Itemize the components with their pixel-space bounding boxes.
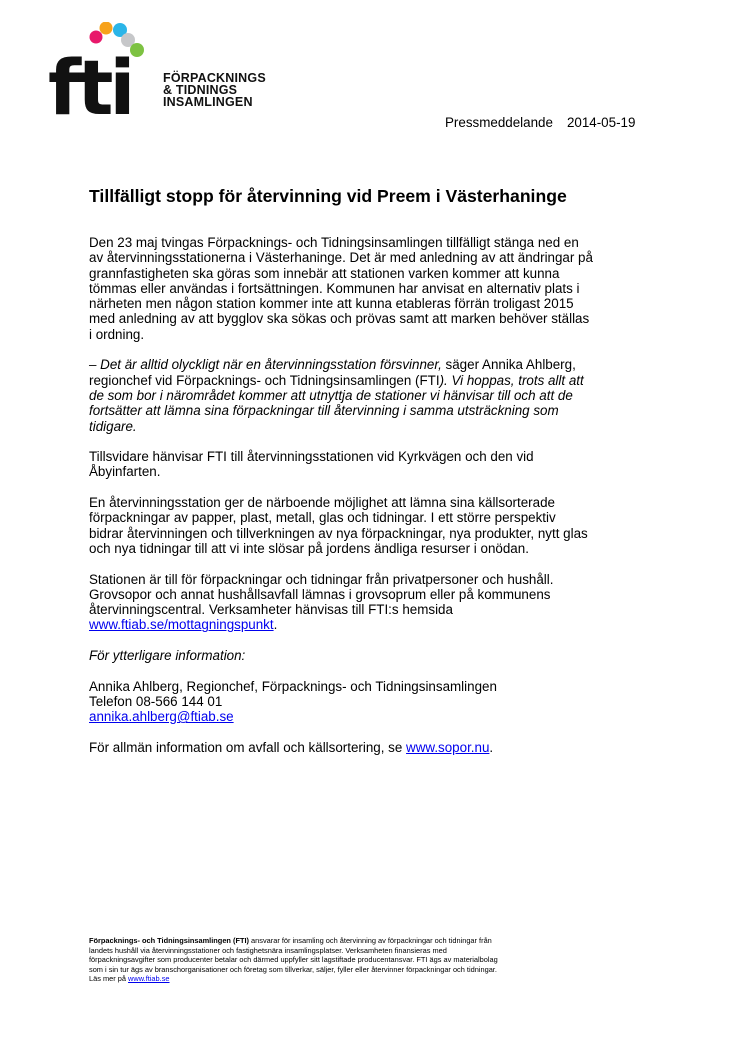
logo-line-3: INSAMLINGEN	[163, 95, 253, 109]
contact-block	[89, 679, 669, 725]
footer-line	[89, 936, 659, 946]
ftiab-link[interactable]: www.ftiab.se	[128, 974, 170, 984]
text-line: grannfastigheten ska göras som innebär att stationen varken kommer att kunna	[89, 265, 560, 281]
text-line: Stationen är till för förpackningar och tidningar från privatpersoner och hushåll.	[89, 571, 554, 587]
quote-text: ). Vi hoppas, trots allt att	[439, 372, 584, 388]
paragraph-intro	[89, 235, 669, 342]
mottagningspunkt-link[interactable]: www.ftiab.se/mottagningspunkt	[89, 617, 274, 633]
text-line	[89, 709, 669, 724]
footer-line	[89, 974, 659, 984]
contact-email-link[interactable]: annika.ahlberg@ftiab.se	[89, 709, 234, 725]
paragraph-referral	[89, 449, 669, 480]
logo-line-2: & TIDNINGS	[163, 83, 238, 97]
text-line: av återvinningsstationerna i Västerhaninge. Det är med anledning av att ändringar på	[89, 250, 593, 266]
document-body	[89, 235, 669, 770]
page-title: Tillfälligt stopp för återvinning vid Preem i Västerhaninge	[89, 186, 567, 206]
logo-line-1: FÖRPACKNINGS	[163, 71, 266, 85]
quote-text: fortsätter att lämna sina förpackningar till återvinning i samma utsträckning som	[89, 403, 559, 419]
info-heading-text: För ytterligare information:	[89, 648, 246, 664]
paragraph-quote	[89, 357, 669, 433]
sopor-link[interactable]: www.sopor.nu	[406, 739, 490, 755]
text-line: och nya tidningar till att vi inte slösar på jordens ändliga resurser i onödan.	[89, 540, 529, 556]
info-heading	[89, 648, 669, 663]
text-line: med anledning av att bygglov ska sökas och prövas samt att marken behöver ställas	[89, 311, 590, 327]
footer-line: förpackningsavgifter som producenter betalar och därmed uppfyller sitt lagstiftade producentansvar. FTI ägs av materialbolag	[89, 955, 498, 965]
footer-line: landets hushåll via återvinningsstationer och fastighetsnära insamlingsplatser. Verksamheten finansieras med	[89, 945, 447, 955]
logo-text	[163, 72, 266, 108]
footer-line: som i sin tur ägs av branschorganisationer och företag som tillverkar, säljer, fyller eller återvinner förpackningar och tidningar.	[89, 964, 497, 974]
footer-text: Läs mer på	[89, 974, 129, 984]
logo-wordmark: fti	[48, 43, 132, 122]
quote-text: – Det är alltid olyckligt när en återvinningsstation försvinner,	[89, 357, 442, 373]
general-info-text: För allmän information om avfall och källsortering, se	[89, 739, 407, 755]
text-line	[89, 740, 669, 755]
text-line: Den 23 maj tvingas Förpacknings- och Tidningsinsamlingen tillfälligt stänga ned en	[89, 235, 579, 250]
text-line: Åbyinfarten.	[89, 464, 161, 480]
footer-text: ansvarar för insamling och återvinning av förpackningar och tidningar från	[249, 936, 492, 945]
text-line: En återvinningsstation ger de närboende möjlighet att lämna sina källsorterade	[89, 495, 555, 511]
punctuation: .	[273, 617, 278, 633]
text-line: Grovsopor och annat hushållsavfall lämnas i grovsoprum eller på kommunens	[89, 586, 551, 602]
text-line: tömmas eller användas i fortsättningen. Kommunen har anvisat en alternativ plats i	[89, 280, 580, 296]
logo-dot-orange	[100, 22, 113, 35]
contact-phone: Telefon 08-566 144 01	[89, 693, 223, 709]
contact-name: Annika Ahlberg, Regionchef, Förpacknings- och Tidningsinsamlingen	[89, 678, 497, 694]
paragraph-usage	[89, 572, 669, 633]
footer	[89, 936, 659, 984]
attribution-text: regionchef vid Förpacknings- och Tidningsinsamlingen (FTI	[89, 372, 440, 388]
general-info	[89, 740, 669, 755]
text-line	[89, 617, 669, 632]
text-line	[89, 357, 669, 372]
footer-org-name: Förpacknings- och Tidningsinsamlingen (FTI)	[89, 936, 249, 945]
quote-text: tidigare.	[89, 418, 137, 434]
press-type: Pressmeddelande	[445, 115, 553, 130]
text-line: återvinningscentral. Verksamheter hänvisas till FTI:s hemsida	[89, 602, 453, 618]
press-header	[445, 115, 635, 130]
text-line: förpackningar av papper, plast, metall, glas och tidningar. I ett större perspektiv	[89, 510, 556, 526]
text-line: i ordning.	[89, 326, 145, 342]
logo-dot-pink	[90, 31, 103, 44]
text-line: närheten men någon station kommer inte att kunna etableras förrän troligast 2015	[89, 296, 574, 312]
text-line: Tillsvidare hänvisar FTI till återvinningsstationen vid Kyrkvägen och den vid	[89, 449, 534, 465]
press-date: 2014-05-19	[566, 115, 636, 130]
quote-text: de som bor i närområdet kommer att utnyttja de stationer vi hänvisar till och att de	[89, 387, 573, 403]
text-line	[89, 373, 669, 388]
attribution-text: säger Annika Ahlberg,	[441, 357, 576, 373]
paragraph-benefits	[89, 495, 669, 556]
logo-dot-green	[130, 43, 144, 57]
punctuation: .	[489, 739, 494, 755]
text-line: bidrar återvinningen och tillverkningen av nya förpackningar, nya produkter, nytt glas	[89, 525, 588, 541]
